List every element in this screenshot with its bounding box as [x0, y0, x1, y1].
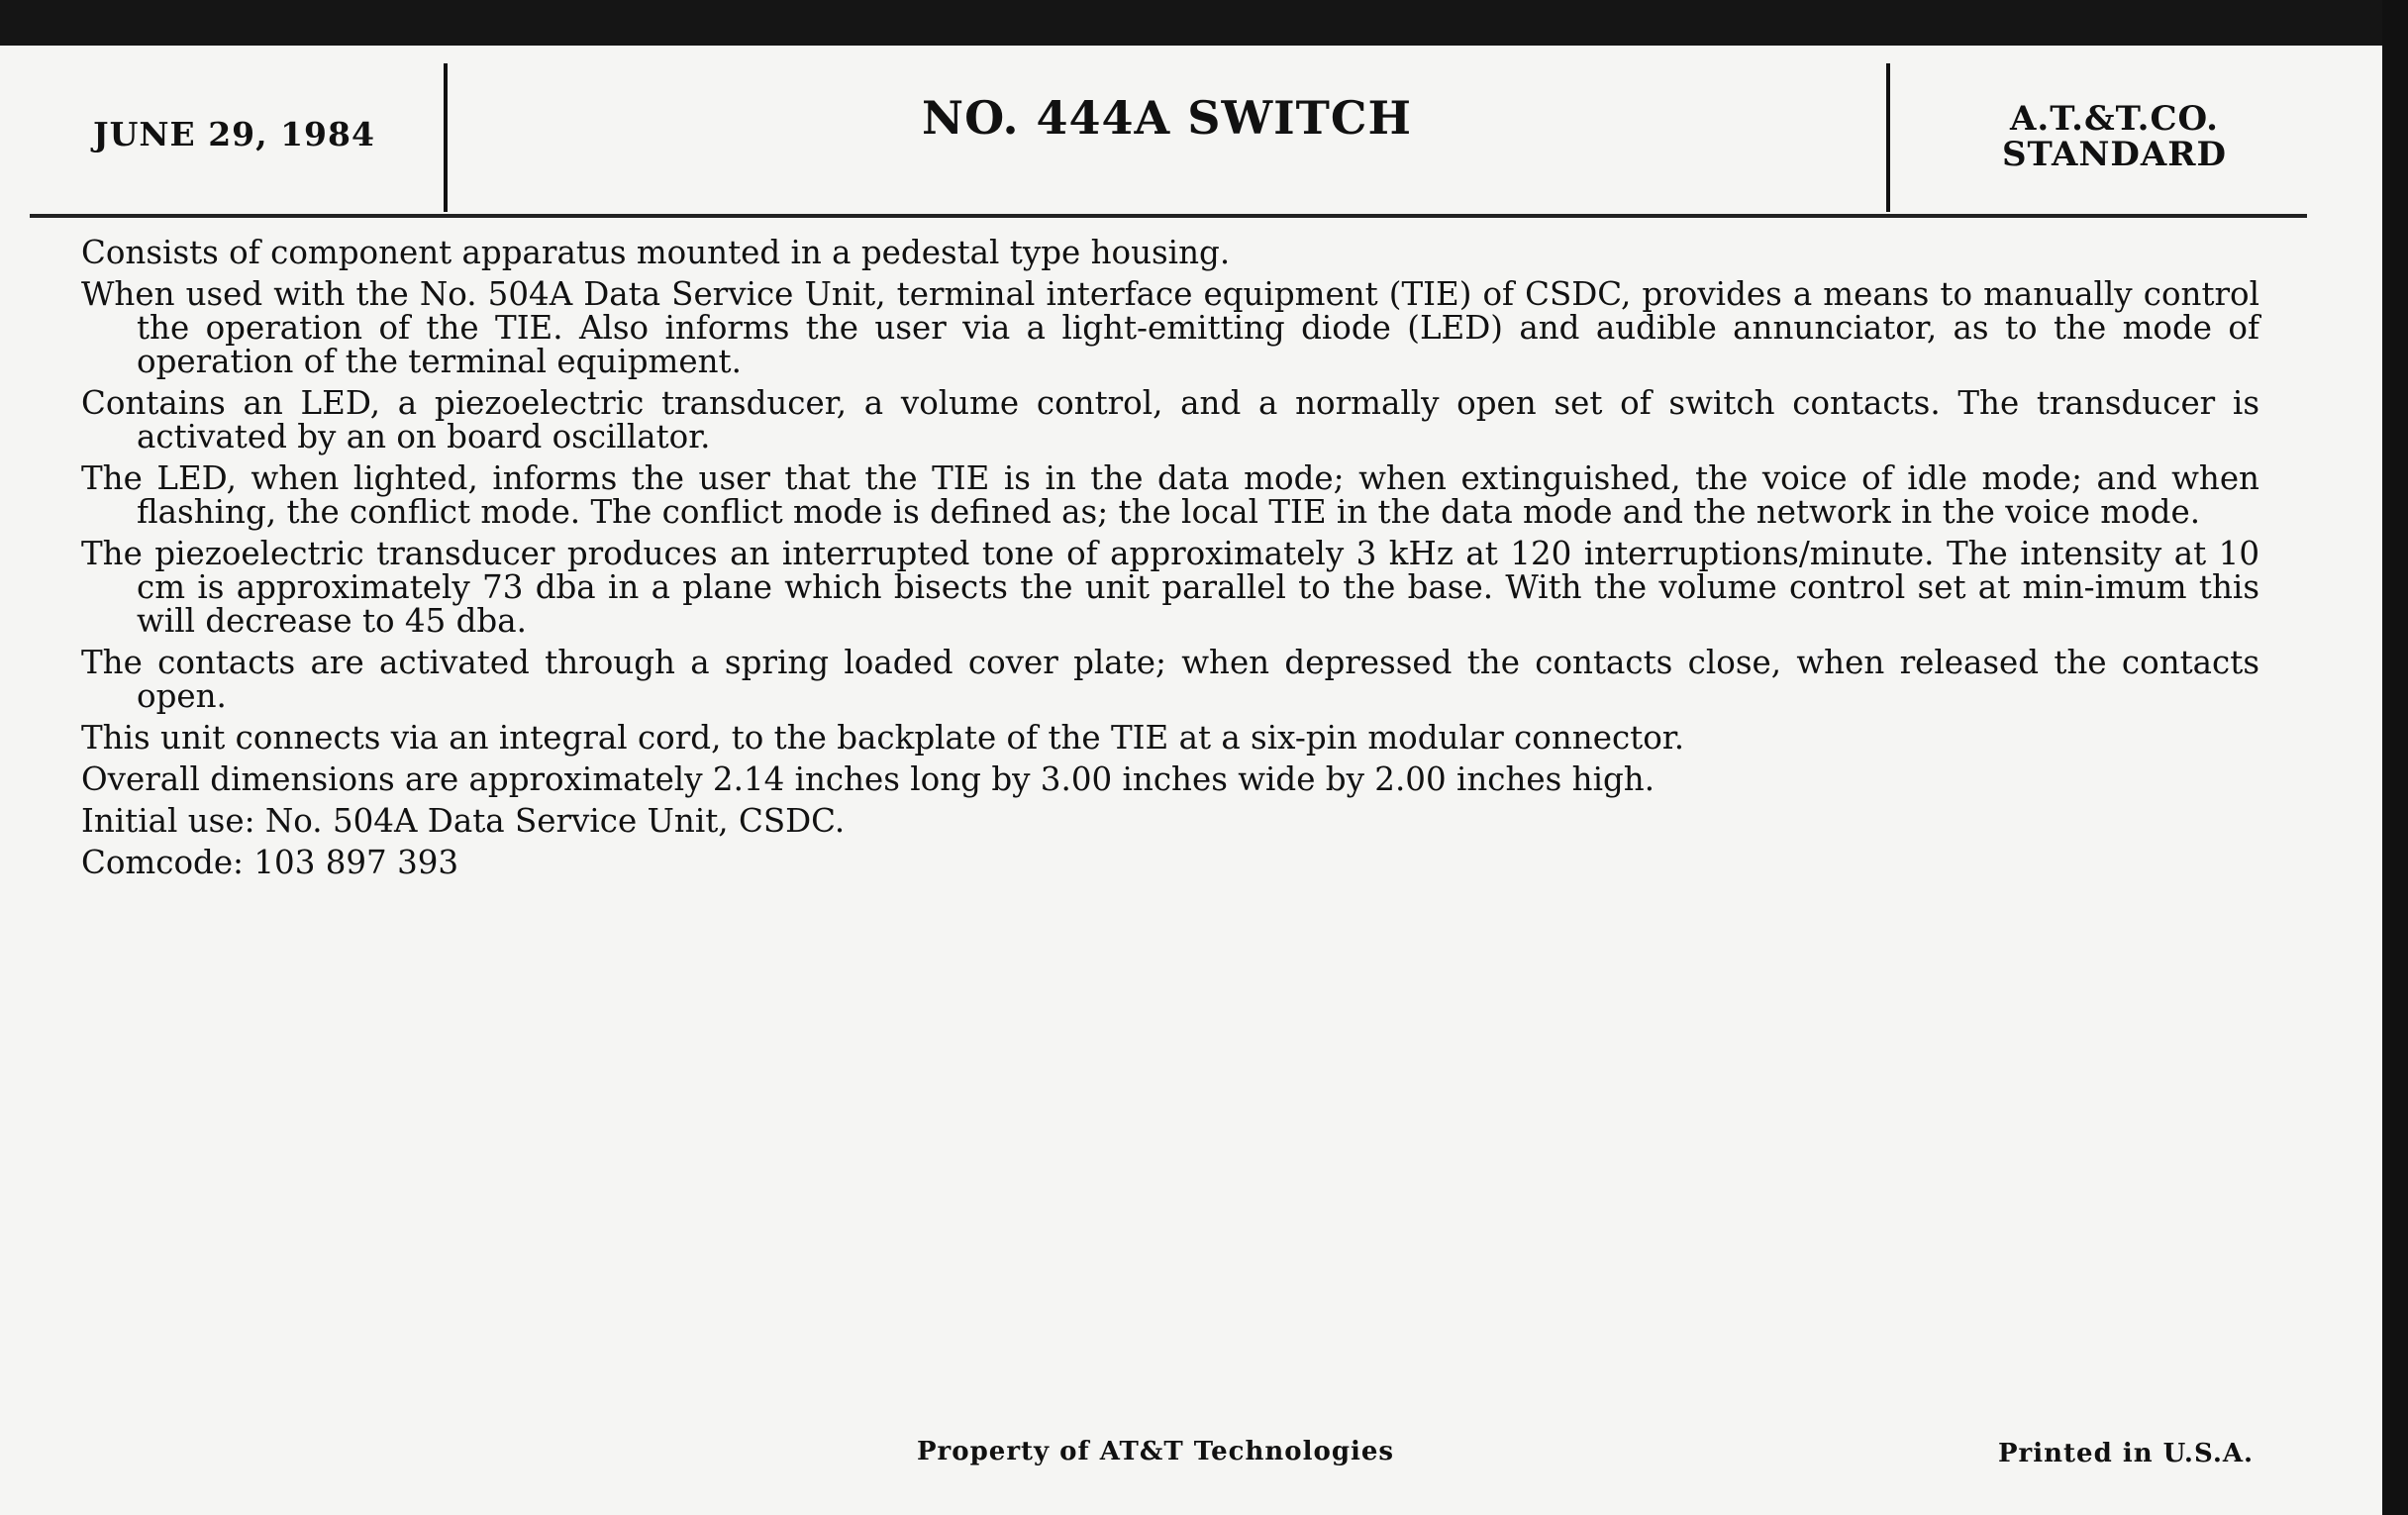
printed-notice: Printed in U.S.A. — [1998, 1439, 2255, 1468]
scan-top-border — [0, 0, 2408, 48]
paragraph-transducer: The piezoelectric transducer produces an interrupted tone of approximately 3 kHz at 120 interruptions/minute. The intensity at 10 cm is approximately 73 dba in a plane which bisects the unit parallel to the base. With the volume control set at min-imum this will decrease to 45 dba. — [81, 535, 2259, 640]
standard-line-1: A.T.&T.CO. — [2010, 99, 2219, 139]
standard-block — [1889, 101, 2340, 172]
property-notice: Property of AT&T Technologies — [917, 1437, 1395, 1466]
paragraph-led-modes: The LED, when lighted, informs the user that the TIE is in the data mode; when extinguished, the voice of idle mode; and when flashing, the conflict mode. The conflict mode is defined as; the local TIE in the data mode and the network in the voice mode. — [81, 459, 2259, 531]
document-card — [0, 46, 2382, 1515]
document-title: NO. 444A SWITCH — [922, 91, 1412, 145]
paragraph-connection: This unit connects via an integral cord, to the backplate of the TIE at a six-pin modular connector. — [81, 719, 1685, 757]
paragraph-comcode: Comcode: 103 897 393 — [81, 844, 459, 881]
standard-line-2: STANDARD — [2001, 135, 2228, 174]
scan-right-border — [2382, 0, 2408, 1515]
document-header — [0, 46, 2382, 214]
description-body — [81, 236, 2259, 887]
header-rule — [30, 214, 2307, 218]
paragraph-housing: Consists of component apparatus mounted in a pedestal type housing. — [81, 234, 1231, 271]
paragraph-contacts: The contacts are activated through a spring loaded cover plate; when depressed the contacts close, when released the contacts open. — [81, 644, 2259, 715]
paragraph-usage: When used with the No. 504A Data Service Unit, terminal interface equipment (TIE) of CSDC, provides a means to manually control the operation of the TIE. Also informs the user via a light-emitting diode (LED) and audible annunciator, as to the mode of operation of the terminal equipment. — [81, 275, 2259, 380]
paragraph-dimensions: Overall dimensions are approximately 2.14 inches long by 3.00 inches wide by 2.00 inches high. — [81, 760, 1656, 798]
issue-date: JUNE 29, 1984 — [93, 115, 375, 153]
paragraph-contents: Contains an LED, a piezoelectric transducer, a volume control, and a normally open set of switch contacts. The transducer is activated by an on board oscillator. — [81, 384, 2259, 455]
paragraph-initial-use: Initial use: No. 504A Data Service Unit, CSDC. — [81, 802, 846, 840]
